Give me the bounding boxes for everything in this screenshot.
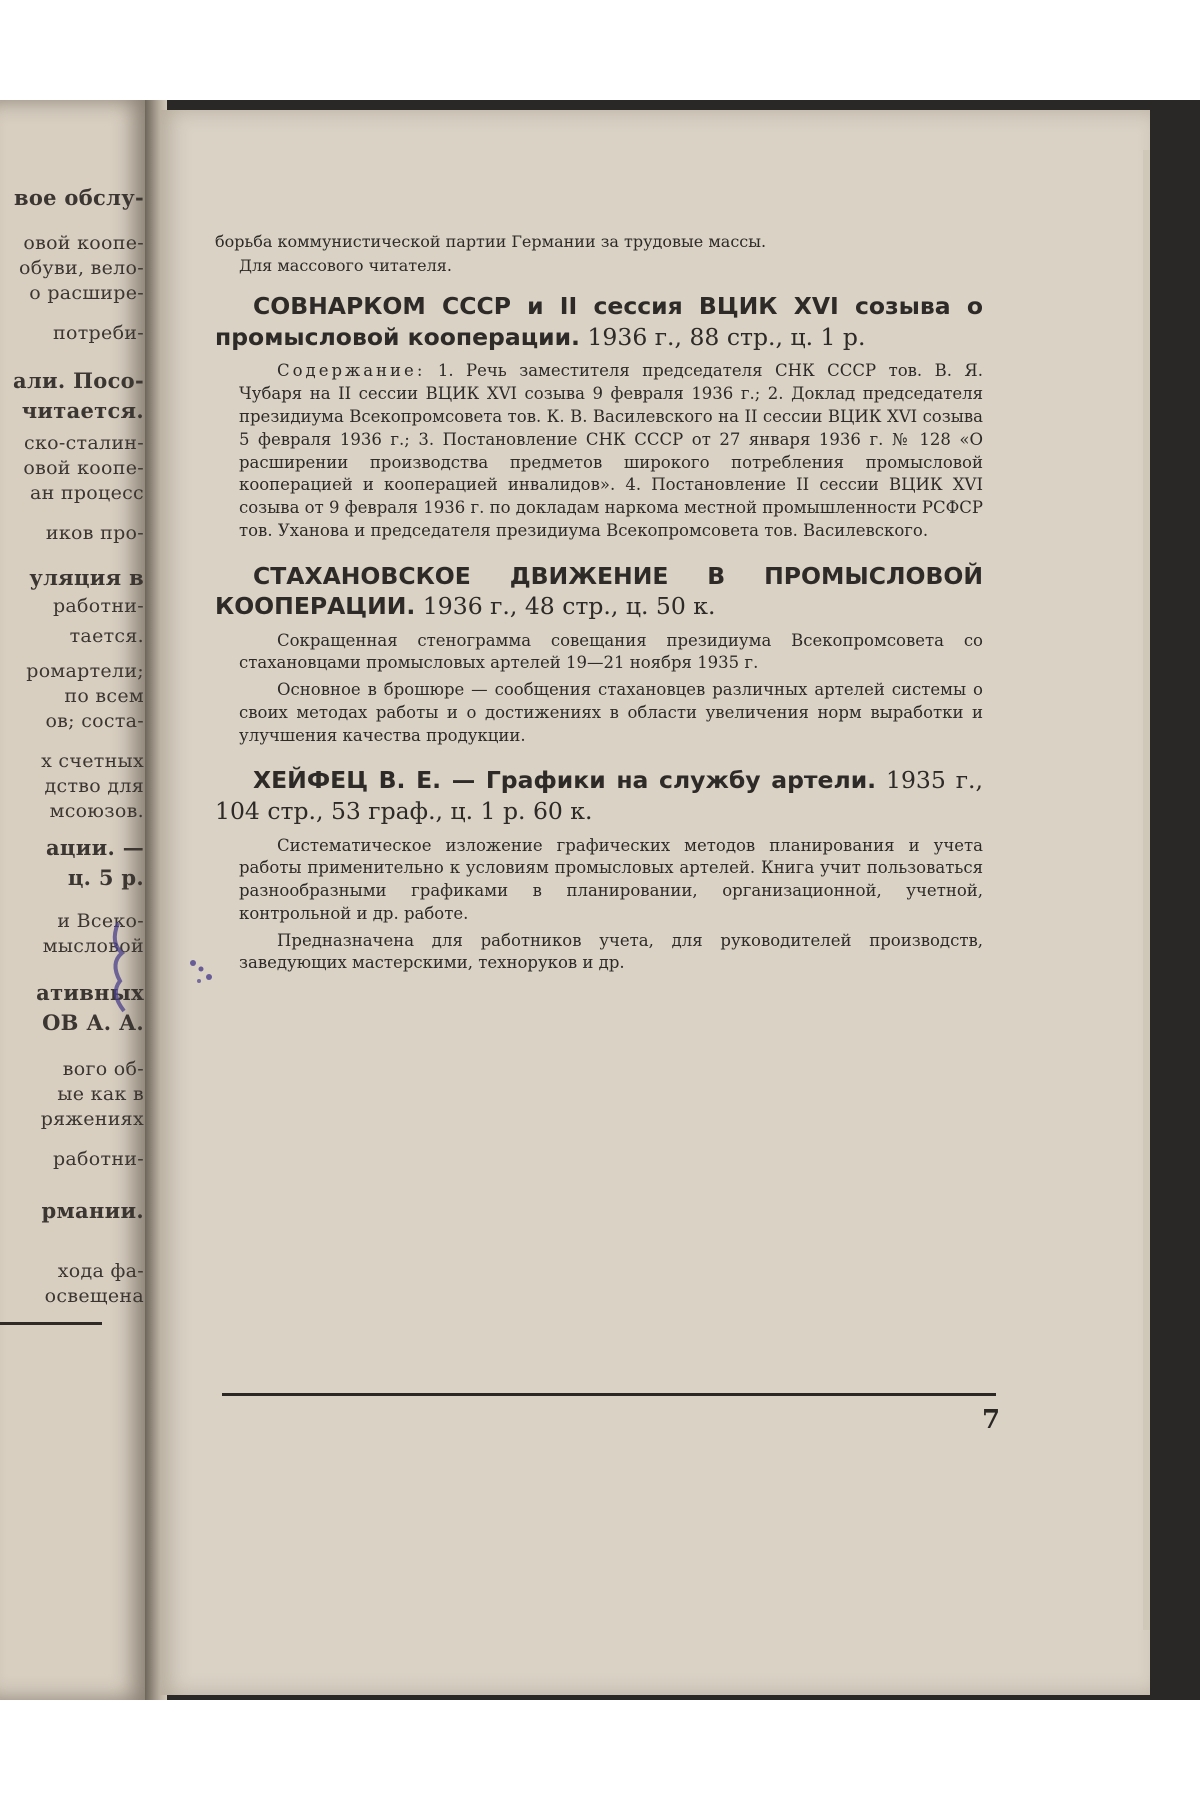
left-line: ц. 5 р.	[67, 865, 144, 890]
left-line: хода фа-	[57, 1260, 144, 1282]
left-line: ромартели;	[26, 660, 144, 682]
ink-dots	[185, 955, 225, 995]
left-line: вого об-	[62, 1058, 144, 1080]
left-line: уляция в	[29, 565, 144, 590]
left-line: потреби-	[53, 322, 144, 344]
entry-heading	[215, 291, 983, 352]
left-line: ативных	[36, 980, 144, 1005]
left-line: овой коопе-	[23, 457, 144, 479]
left-line: мсоюзов.	[49, 800, 144, 822]
left-line: ые как в	[57, 1083, 144, 1105]
entry-annotation: Основное в брошюре — сообщения стахановцев различных артелей системы о своих методах работы и о достижениях в области увеличения норм выработки и улучшения качества продукции.	[239, 680, 983, 745]
left-line: ряжениях	[40, 1108, 144, 1130]
left-line: иков про-	[45, 522, 144, 544]
entry-annotation: Систематическое изложение графических методов планирования и учета работы применительно к условиям промысловых артелей. Книга учит пользоваться разнообразными графиками в планировании, организационной, учетной, контрольной и др. работе.	[239, 835, 983, 923]
catalog-content	[215, 230, 983, 975]
entry-title: ХЕЙФЕЦ В. Е. — Графики на службу артели.	[253, 766, 877, 795]
left-line: ации. —	[46, 835, 144, 860]
left-line: обуви, вело-	[19, 257, 144, 279]
entry-heading	[215, 561, 983, 622]
entry-title: СТАХАНОВСКОЕ ДВИЖЕНИЕ В ПРОМЫСЛОВОЙ КООПЕРАЦИИ.	[215, 561, 983, 621]
left-line: дство для	[44, 775, 144, 797]
left-line: о расшире-	[29, 282, 144, 304]
left-line: ско-сталин-	[24, 432, 144, 454]
left-line: по всем	[64, 685, 144, 707]
left-line: и Всеко-	[57, 910, 144, 932]
entry-annotation: Предназначена для работников учета, для руководителей производств, заведующих мастерскими, техноруков и др.	[239, 930, 983, 973]
entry-details: 1936 г., 48 стр., ц. 50 к.	[422, 592, 716, 621]
entry-title: СОВНАРКОМ СССР и II сессия ВЦИК XVI созыва о промысловой кооперации.	[215, 292, 983, 351]
entry-annotation: Сокращенная стенограмма совещания президиума Всекопромсовета со стахановцами промысловых артелей 19—21 ноября 1935 г.	[239, 630, 983, 673]
catalog-entry	[215, 561, 983, 748]
left-line: ОВ А. А.	[42, 1010, 144, 1035]
page-edge	[1143, 150, 1150, 1630]
left-line: мысловой	[42, 935, 144, 957]
entry-annotation-text: 1. Речь заместителя председателя СНК СССР тов. В. Я. Чубаря на II сессии ВЦИК XVI созыва 9 февраля 1936 г.; 2. Доклад председателя президиума Всекопромсовета тов. К. В. Василевского на II сессии ВЦИК XVI созыва 5 февраля 1936 г.; 3. Постановление СНК СССР от 27 января 1936 г. № 128 «О расширении производства предметов широкого потребления промысловой кооперацией и кооперацией инвалидов». 4. Постановление II сессии ВЦИК XVI созыва от 9 февраля 1936 г. по докладам наркома местной промышленности РСФСР тов. Уханова и председателя президиума Всекопромсовета тов. Василевского.	[239, 361, 984, 540]
entry-details: 1935 г., 104 стр., 53 граф., ц. 1 р. 60 к.	[215, 766, 983, 826]
catalog-entry	[215, 291, 983, 542]
left-line: читается.	[21, 398, 144, 423]
left-line: овой коопе-	[23, 232, 144, 254]
ink-stamp-mark	[88, 918, 138, 1028]
left-line: рмании.	[41, 1198, 144, 1223]
left-page	[0, 100, 152, 1700]
entry-annotation	[215, 360, 983, 542]
intro-text	[215, 230, 983, 277]
left-line: ан процесс	[29, 482, 144, 504]
intro-line: борьба коммунистической партии Германии за трудовые массы.	[215, 232, 767, 251]
left-line: работни-	[52, 1148, 144, 1170]
intro-line: Для массового читателя.	[239, 255, 452, 275]
left-line: али. Посо-	[13, 368, 144, 393]
left-line: тается.	[69, 625, 144, 647]
left-page-rule	[0, 1322, 102, 1325]
page-number: 7	[982, 1405, 1001, 1435]
contents-label: Содержание:	[277, 361, 426, 381]
left-line: вое обслу-	[13, 185, 144, 210]
left-line: работни-	[52, 595, 144, 617]
catalog-entry	[215, 765, 983, 975]
entry-details: 1936 г., 88 стр., ц. 1 р.	[587, 322, 866, 351]
footer-rule	[222, 1393, 996, 1396]
left-line: х счетных	[41, 750, 144, 772]
left-line: ов; соста-	[45, 710, 144, 732]
left-line: освещена	[44, 1285, 144, 1307]
entry-heading	[215, 765, 983, 826]
